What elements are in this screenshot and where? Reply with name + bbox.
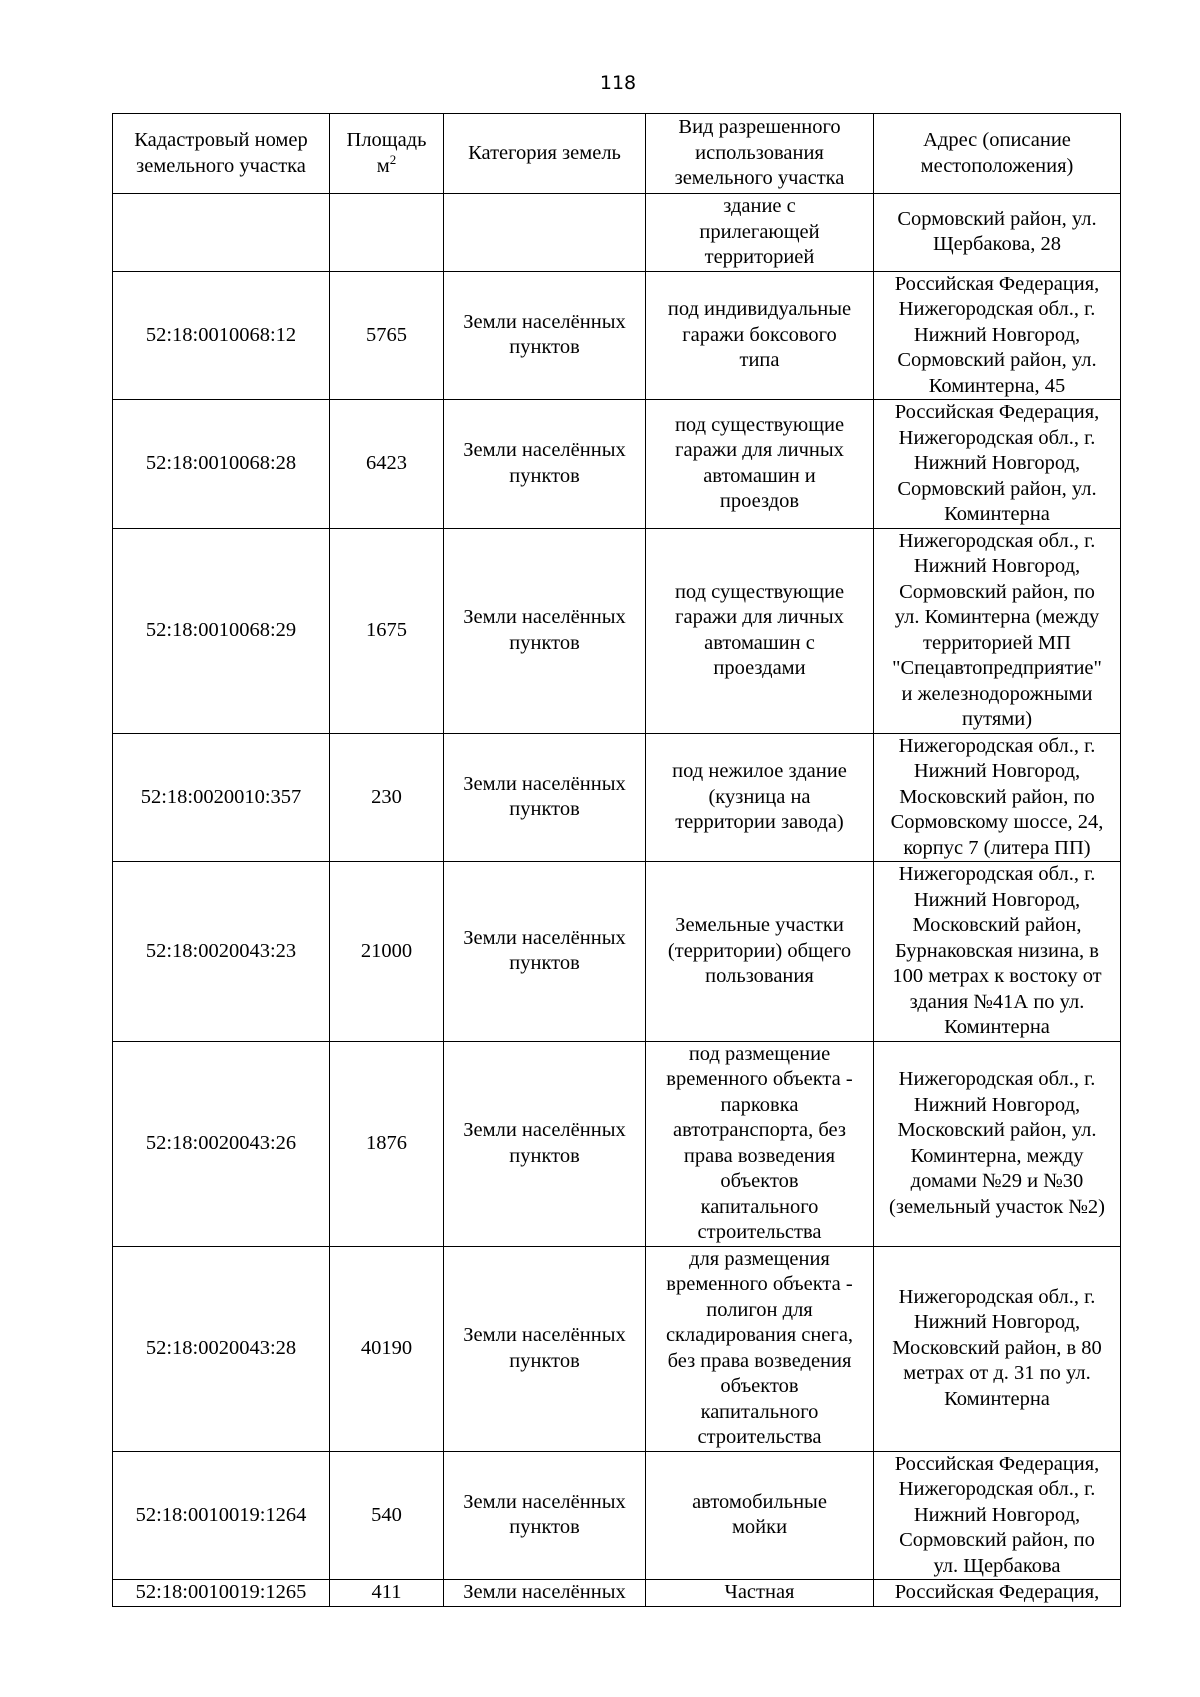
cell-usage xyxy=(646,194,874,272)
page-number: 118 xyxy=(599,72,637,94)
cell-address-line: Нижний Новгород, xyxy=(913,323,1081,346)
cell-address-line: ул. Щербакова xyxy=(933,1554,1061,1577)
cell-category-line: Земли населённых xyxy=(463,1581,626,1603)
cell-usage-line: для размещения xyxy=(689,1247,830,1270)
cell-address xyxy=(874,1041,1121,1246)
cell-address-line: Нижегородская обл., г. xyxy=(898,1478,1096,1500)
land-plots-table xyxy=(112,113,1121,1607)
cell-category xyxy=(444,1041,646,1246)
cell-category-line: Земли населённых xyxy=(463,439,626,462)
cell-category-line: пунктов xyxy=(509,1349,580,1372)
cell-address-line: Коминтерна xyxy=(944,503,1050,525)
table-row xyxy=(113,1580,1121,1607)
cell-address-line: домами №29 и №30 xyxy=(910,1170,1084,1192)
cell-usage xyxy=(646,271,874,400)
cell-address-line: Российская Федерация, xyxy=(894,401,1100,423)
cell-address-line: Сормовскому шоссе, 24, xyxy=(890,811,1104,833)
cell-address-line: корпус 7 (литера ПП) xyxy=(903,836,1091,859)
cell-usage xyxy=(646,1580,874,1607)
cell-address-line: Коминтерна, между xyxy=(910,1144,1084,1167)
cell-area: 40190 xyxy=(330,1246,444,1451)
cell-usage-line: (кузница на xyxy=(708,785,811,808)
cell-category-line: Земли населённых xyxy=(463,926,626,949)
cell-address-line: Нижегородская обл., г. xyxy=(898,426,1096,449)
cell-usage-line: прилегающей xyxy=(699,220,820,243)
cell-category-line: Земли населённых xyxy=(463,1324,626,1346)
cell-address-line: Сормовский район, по xyxy=(899,580,1095,603)
cell-usage-line: объектов xyxy=(720,1375,799,1397)
header-address xyxy=(874,114,1121,194)
cell-category xyxy=(444,271,646,400)
cell-usage-line: строительства xyxy=(697,1221,822,1243)
cell-address-line: Нижегородская обл., г. xyxy=(898,1285,1096,1308)
cell-address xyxy=(874,733,1121,862)
cell-address-line: Сормовский район, ул. xyxy=(897,349,1097,371)
cell-address-line: Московский район, в 80 xyxy=(892,1336,1102,1359)
cell-address xyxy=(874,400,1121,529)
cell-address-line: Нижегородская обл., г. xyxy=(898,734,1096,757)
cell-category xyxy=(444,1246,646,1451)
cell-address-line: (земельный участок №2) xyxy=(889,1195,1105,1218)
table-row xyxy=(113,862,1121,1042)
header-usage-line: использования xyxy=(695,141,824,164)
cell-usage-line: парковка xyxy=(720,1093,799,1116)
cell-address-line: Нижний Новгород, xyxy=(913,452,1081,474)
cell-address-line: Сормовский район, ул. xyxy=(897,477,1097,500)
header-area-unit: $м^2$ xyxy=(376,151,397,177)
table-row xyxy=(113,271,1121,400)
cell-cadastral: 52:18:0020043:28 xyxy=(113,1246,330,1451)
cell-usage-line: автомобильные xyxy=(692,1490,827,1513)
cell-usage-line: под размещение xyxy=(688,1042,831,1065)
cell-category-line: пунктов xyxy=(509,631,580,654)
cell-category-line: Земли населённых xyxy=(463,1490,626,1513)
table-row xyxy=(113,1246,1121,1451)
cell-usage-line: складирования снега, xyxy=(665,1324,854,1346)
cell-address-line: Московский район, ул. xyxy=(897,1119,1097,1141)
cell-category-line: Земли населённых xyxy=(463,772,626,795)
cell-usage-line: временного объекта - xyxy=(666,1068,853,1090)
cell-usage-line: автомашин с xyxy=(704,631,815,654)
cell-usage xyxy=(646,1041,874,1246)
cell-address xyxy=(874,1580,1121,1607)
cell-address xyxy=(874,1246,1121,1451)
cell-address-line: ул. Коминтерна (между xyxy=(894,606,1100,628)
cell-usage-line: (территории) общего xyxy=(667,939,852,962)
cell-area: 1675 xyxy=(330,528,444,733)
cell-address-line: Нижний Новгород, xyxy=(913,1311,1081,1334)
cell-address-line: Нижний Новгород, xyxy=(913,760,1081,782)
cell-usage-line: типа xyxy=(739,349,780,371)
cell-usage-line: автотранспорта, без xyxy=(673,1119,846,1141)
cell-category-line: Земли населённых xyxy=(463,606,626,628)
cell-area: 230 xyxy=(330,733,444,862)
cell-address-line: Нижний Новгород, xyxy=(913,555,1081,577)
cell-usage-line: гаражи боксового xyxy=(682,323,837,346)
cell-category-line: пунктов xyxy=(509,952,580,975)
cell-usage-line: гаражи для личных xyxy=(675,439,844,462)
cell-usage-line: пользования xyxy=(705,965,814,987)
cell-category xyxy=(444,194,646,272)
header-address-line: Адрес (описание xyxy=(923,129,1071,151)
header-area xyxy=(330,114,444,194)
cell-category-line: Земли населённых xyxy=(463,1119,626,1141)
cell-usage-line: под нежилое здание xyxy=(672,760,847,782)
cell-usage-line: без права возведения xyxy=(667,1349,852,1372)
cell-address-line: и железнодорожными xyxy=(901,682,1093,705)
cell-category xyxy=(444,862,646,1042)
cell-category xyxy=(444,733,646,862)
cell-address-line: Нижний Новгород, xyxy=(913,1093,1081,1116)
cell-usage-line: полигон для xyxy=(706,1298,813,1321)
table-body xyxy=(113,194,1121,1607)
cell-address-line: Московский район, по xyxy=(899,785,1095,808)
cell-address-line: путями) xyxy=(961,708,1033,730)
cell-usage-line: здание с xyxy=(723,195,796,217)
cell-address-line: Коминтерна xyxy=(944,1016,1050,1038)
header-usage-line: Вид разрешенного xyxy=(678,116,841,139)
table-row xyxy=(113,1451,1121,1580)
cell-address-line: "Спецавтопредприятие" xyxy=(892,657,1102,679)
table-row xyxy=(113,528,1121,733)
cell-address xyxy=(874,862,1121,1042)
cell-area: 21000 xyxy=(330,862,444,1042)
cell-cadastral: 52:18:0010019:1264 xyxy=(113,1451,330,1580)
cell-address-line: Нижний Новгород, xyxy=(913,1503,1081,1526)
cell-cadastral: 52:18:0010068:12 xyxy=(113,271,330,400)
cell-address-line: Российская Федерация, xyxy=(894,1581,1100,1603)
cell-address-line: Нижний Новгород, xyxy=(913,888,1081,911)
cell-category xyxy=(444,1580,646,1607)
table-row xyxy=(113,400,1121,529)
cell-area: 6423 xyxy=(330,400,444,529)
cell-cadastral: 52:18:0010019:1265 xyxy=(113,1580,330,1607)
cell-address-line: Нижегородская обл., г. xyxy=(898,298,1096,320)
cell-usage-line: объектов xyxy=(720,1170,799,1192)
cell-cadastral xyxy=(113,194,330,272)
cell-address-line: Нижегородская обл., г. xyxy=(898,529,1096,552)
cell-usage-line: под индивидуальные xyxy=(667,298,852,320)
cell-category-line: пунктов xyxy=(509,464,580,487)
cell-usage xyxy=(646,400,874,529)
cell-category xyxy=(444,1451,646,1580)
cell-area: 1876 xyxy=(330,1041,444,1246)
cell-usage-line: временного объекта - xyxy=(666,1273,853,1295)
cell-usage-line: проездов xyxy=(719,490,800,513)
cell-cadastral: 52:18:0020010:357 xyxy=(113,733,330,862)
header-usage xyxy=(646,114,874,194)
cell-address-line: Сормовский район, ул. xyxy=(897,207,1097,230)
cell-usage xyxy=(646,1451,874,1580)
header-cadastral xyxy=(113,114,330,194)
cell-category-line: пунктов xyxy=(509,336,580,359)
cell-address-line: территорией МП xyxy=(923,631,1071,654)
cell-address-line: Сормовский район, по xyxy=(899,1529,1095,1551)
cell-cadastral: 52:18:0010068:28 xyxy=(113,400,330,529)
cell-address-line: Бурнаковская низина, в xyxy=(895,939,1099,962)
cell-cadastral: 52:18:0020043:26 xyxy=(113,1041,330,1246)
cell-address-line: Коминтерна, 45 xyxy=(928,374,1066,397)
cell-address-line: Щербакова, 28 xyxy=(933,233,1061,256)
cell-usage-line: территории завода) xyxy=(675,811,844,833)
header-category xyxy=(444,114,646,194)
cell-usage-line: под существующие xyxy=(674,413,845,436)
cell-address-line: метрах от д. 31 по ул. xyxy=(903,1362,1091,1385)
cell-usage xyxy=(646,733,874,862)
cell-address-line: Нижегородская обл., г. xyxy=(898,863,1096,885)
cell-usage-line: проездами xyxy=(713,657,806,679)
cell-address-line: Нижегородская обл., г. xyxy=(898,1068,1096,1090)
cell-cadastral: 52:18:0020043:23 xyxy=(113,862,330,1042)
cell-address-line: Коминтерна xyxy=(944,1387,1050,1410)
cell-usage-line: под существующие xyxy=(674,580,845,603)
cell-address-line: 100 метрах к востоку от xyxy=(892,965,1102,987)
cell-address-line: Российская Федерация, xyxy=(894,272,1100,295)
cell-category-line: пунктов xyxy=(509,1144,580,1167)
cell-category xyxy=(444,400,646,529)
header-area-label: Площадь xyxy=(346,129,427,151)
cell-usage-line: Земельные участки xyxy=(675,914,844,936)
header-cadastral-line: Кадастровый номер xyxy=(134,129,308,151)
cell-address xyxy=(874,271,1121,400)
cell-area: 540 xyxy=(330,1451,444,1580)
table-header-row xyxy=(113,114,1121,194)
cell-usage-line: капитального xyxy=(700,1400,819,1423)
cell-usage-line: автомашин и xyxy=(703,464,816,487)
cell-category-line: пунктов xyxy=(509,798,580,821)
cell-address-line: Российская Федерация, xyxy=(894,1452,1100,1475)
table-row xyxy=(113,1041,1121,1246)
header-usage-line: земельного участка xyxy=(674,167,845,190)
cell-usage-line: мойки xyxy=(731,1516,788,1539)
cell-usage-line: капитального xyxy=(700,1195,819,1218)
cell-address xyxy=(874,528,1121,733)
table-row xyxy=(113,194,1121,272)
cell-address xyxy=(874,1451,1121,1580)
cell-area: 5765 xyxy=(330,271,444,400)
cell-address-line: здания №41А по ул. xyxy=(909,990,1085,1013)
cell-category-line: пунктов xyxy=(509,1516,580,1539)
header-cadastral-line: земельного участка xyxy=(136,154,306,177)
header-area-unit-exponent: 2 xyxy=(389,151,397,167)
cell-usage-line: права возведения xyxy=(683,1144,836,1167)
header-category-label: Категория земель xyxy=(468,141,621,164)
cell-area xyxy=(330,194,444,272)
cell-usage-line: гаражи для личных xyxy=(675,606,844,628)
cell-category xyxy=(444,528,646,733)
cell-category-line: Земли населённых xyxy=(463,310,626,333)
cell-cadastral: 52:18:0010068:29 xyxy=(113,528,330,733)
cell-area: 411 xyxy=(330,1580,444,1607)
table-row xyxy=(113,733,1121,862)
header-address-line: местоположения) xyxy=(920,154,1074,177)
cell-usage-line: территорией xyxy=(704,246,815,268)
cell-address xyxy=(874,194,1121,272)
cell-usage xyxy=(646,1246,874,1451)
cell-usage-line: Частная xyxy=(724,1581,795,1603)
cell-usage xyxy=(646,862,874,1042)
cell-usage-line: строительства xyxy=(697,1426,822,1448)
cell-usage xyxy=(646,528,874,733)
cell-address-line: Московский район, xyxy=(912,914,1082,936)
